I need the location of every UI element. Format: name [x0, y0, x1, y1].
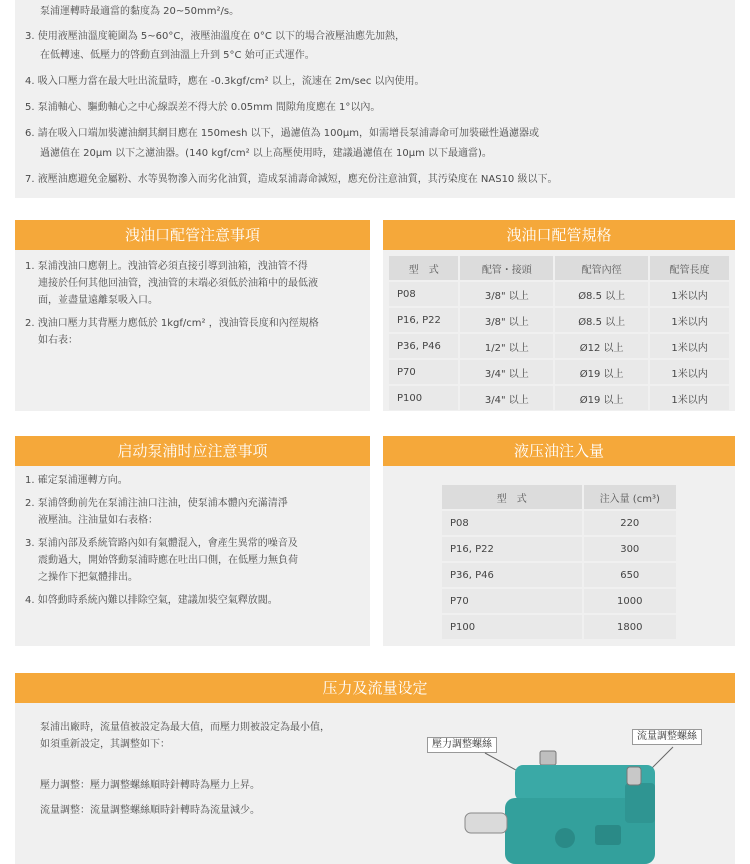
- return-spec-table: [387, 254, 731, 412]
- intro-line: 3. 使用液壓油溫度範圍為 5~60°C，液壓油溫度在 0°C 以下的場合液壓油應先加熱，: [25, 31, 406, 42]
- col-header: 配管長度: [650, 256, 729, 280]
- cell-diameter: Ø19 以上: [555, 360, 648, 384]
- pressure-screw-icon: [540, 751, 556, 765]
- pressure-flow-intro: [40, 719, 330, 753]
- start-notes-title: 启动泵浦时应注意事项: [15, 436, 370, 466]
- note-line: 1. 泵浦洩油口應朝上。洩油管必須直接引導到油箱，洩油管不得: [25, 261, 308, 272]
- cell-model: P100: [389, 386, 458, 410]
- intro-line: 4. 吸入口壓力當在最大吐出流量時，應在 -0.3kgf/cm² 以上，流速在 2m/sec 以內使用。: [25, 76, 425, 87]
- note-line: 面，並盡量遠離泵吸入口。: [38, 295, 158, 306]
- cell-length: 1米以内: [650, 386, 729, 410]
- oil-fill-table: [440, 483, 678, 641]
- pump-end-cap: [625, 783, 655, 823]
- col-header: 型 式: [442, 485, 582, 509]
- table-row: [442, 615, 676, 639]
- note-line: 之操作下把氣體排出。: [38, 572, 138, 583]
- intro-line: 過濾值在 20μm 以下之濾油器。(140 kgf/cm² 以上高壓使用時，建議過濾值在 10μm 以下最適當)。: [40, 148, 492, 159]
- cell-volume: 220: [584, 511, 677, 535]
- cell-fitting: 1/2" 以上: [460, 334, 553, 358]
- intro-line: 泵浦出廠時，流量值被設定為最大值，而壓力則被設定為最小值，: [40, 722, 330, 733]
- note-line: 2. 洩油口壓力其背壓力應低於 1kgf/cm² ，洩油管長度和內徑規格: [25, 318, 319, 329]
- start-notes-box: [15, 436, 370, 646]
- cell-volume: 650: [584, 563, 677, 587]
- start-note-item: [25, 535, 360, 586]
- cell-model: P16, P22: [389, 308, 458, 332]
- note-line: 4. 如啓動時系統內難以排除空氣，建議加裝空氣釋放閥。: [25, 595, 278, 606]
- cell-length: 1米以内: [650, 360, 729, 384]
- cell-model: P70: [442, 589, 582, 613]
- cell-volume: 1000: [584, 589, 677, 613]
- table-row: [442, 537, 676, 561]
- pressure-screw-label: 壓力調整螺絲: [427, 737, 497, 753]
- cell-diameter: Ø8.5 以上: [555, 282, 648, 306]
- start-note-item: [25, 592, 360, 609]
- intro-line: 如須重新設定，其調整如下：: [40, 739, 170, 750]
- note-line: 液壓油。注油量如右表格：: [38, 515, 158, 526]
- cell-fitting: 3/4" 以上: [460, 386, 553, 410]
- intro-line: 泵浦運轉時最適當的黏度為 20~50mm²/s。: [40, 6, 240, 17]
- intro-line: 7. 液壓油應避免金屬粉、水等異物滲入而劣化油質，造成泵浦壽命減短，應充份注意油質，其汚染度在 NAS10 級以下。: [25, 174, 558, 185]
- intro-line: 6. 請在吸入口端加裝濾油網其網目應在 150mesh 以下，過濾值為 100μm，如需增長泵浦壽命可加裝磁性過濾器或: [25, 128, 539, 139]
- pump-port-icon: [555, 828, 575, 848]
- pressure-flow-box: [15, 673, 735, 864]
- col-header: 注入量 (cm³): [584, 485, 677, 509]
- return-notes-box: [15, 220, 370, 411]
- cell-length: 1米以内: [650, 282, 729, 306]
- cell-fitting: 3/4" 以上: [460, 360, 553, 384]
- return-spec-box: [383, 220, 735, 411]
- intro-line: 5. 泵浦軸心、驅動軸心之中心線誤差不得大於 0.05mm 間隙角度應在 1°以內。: [25, 102, 381, 113]
- note-line: 如右表：: [38, 335, 78, 346]
- cell-diameter: Ø19 以上: [555, 386, 648, 410]
- cell-model: P36, P46: [389, 334, 458, 358]
- pump-shaft-icon: [465, 813, 507, 833]
- col-header: 配管內徑: [555, 256, 648, 280]
- note-line: 3. 泵浦內部及系統管路內如有氣體混入，會產生異常的噪音及: [25, 538, 298, 549]
- return-note-item: [25, 315, 360, 349]
- return-note-item: [25, 258, 360, 309]
- return-notes-title: 洩油口配管注意事項: [15, 220, 370, 250]
- cell-model: P08: [442, 511, 582, 535]
- note-line: 連接於任何其他回油管，洩油管的末端必須低於油箱中的最低液: [38, 278, 318, 289]
- cell-volume: 300: [584, 537, 677, 561]
- flow-adjust-text: 流量調整：流量調整螺絲順時針轉時為流量減少。: [40, 805, 260, 816]
- cell-fitting: 3/8" 以上: [460, 308, 553, 332]
- table-row: [389, 282, 729, 306]
- start-note-item: [25, 472, 360, 489]
- table-row: [389, 386, 729, 410]
- cell-model: P70: [389, 360, 458, 384]
- pump-flange-icon: [595, 825, 621, 845]
- cell-model: P08: [389, 282, 458, 306]
- table-row: [389, 360, 729, 384]
- start-note-item: [25, 495, 360, 529]
- intro-line: 在低轉速、低壓力的啓動直到油溫上升到 5°C 始可正式運作。: [40, 50, 315, 61]
- cell-fitting: 3/8" 以上: [460, 282, 553, 306]
- note-line: 1. 確定泵浦運轉方向。: [25, 475, 128, 486]
- oil-fill-title: 液压油注入量: [383, 436, 735, 466]
- table-row: [442, 563, 676, 587]
- flow-screw-label: 流量調整螺絲: [632, 729, 702, 745]
- oil-fill-box: [383, 436, 735, 646]
- pressure-adjust-text: 壓力調整：壓力調整螺絲順時針轉時為壓力上昇。: [40, 780, 260, 791]
- cell-diameter: Ø8.5 以上: [555, 308, 648, 332]
- table-row: [389, 334, 729, 358]
- cell-model: P100: [442, 615, 582, 639]
- table-row: [442, 511, 676, 535]
- cell-length: 1米以内: [650, 308, 729, 332]
- cell-model: P16, P22: [442, 537, 582, 561]
- pressure-flow-title: 压力及流量设定: [15, 673, 735, 703]
- note-line: 震動過大，開始啓動泵浦時應在吐出口側，在低壓力無負荷: [38, 555, 298, 566]
- note-line: 2. 泵浦啓動前先在泵浦注油口注油，使泵浦本體內充滿清淨: [25, 498, 288, 509]
- col-header: 型 式: [389, 256, 458, 280]
- flow-screw-icon: [627, 767, 641, 785]
- table-row: [442, 589, 676, 613]
- intro-panel: [15, 0, 735, 198]
- table-row: [389, 308, 729, 332]
- col-header: 配管・接頭: [460, 256, 553, 280]
- cell-diameter: Ø12 以上: [555, 334, 648, 358]
- cell-volume: 1800: [584, 615, 677, 639]
- pump-illustration: [445, 743, 685, 864]
- return-spec-title: 洩油口配管規格: [383, 220, 735, 250]
- cell-length: 1米以内: [650, 334, 729, 358]
- cell-model: P36, P46: [442, 563, 582, 587]
